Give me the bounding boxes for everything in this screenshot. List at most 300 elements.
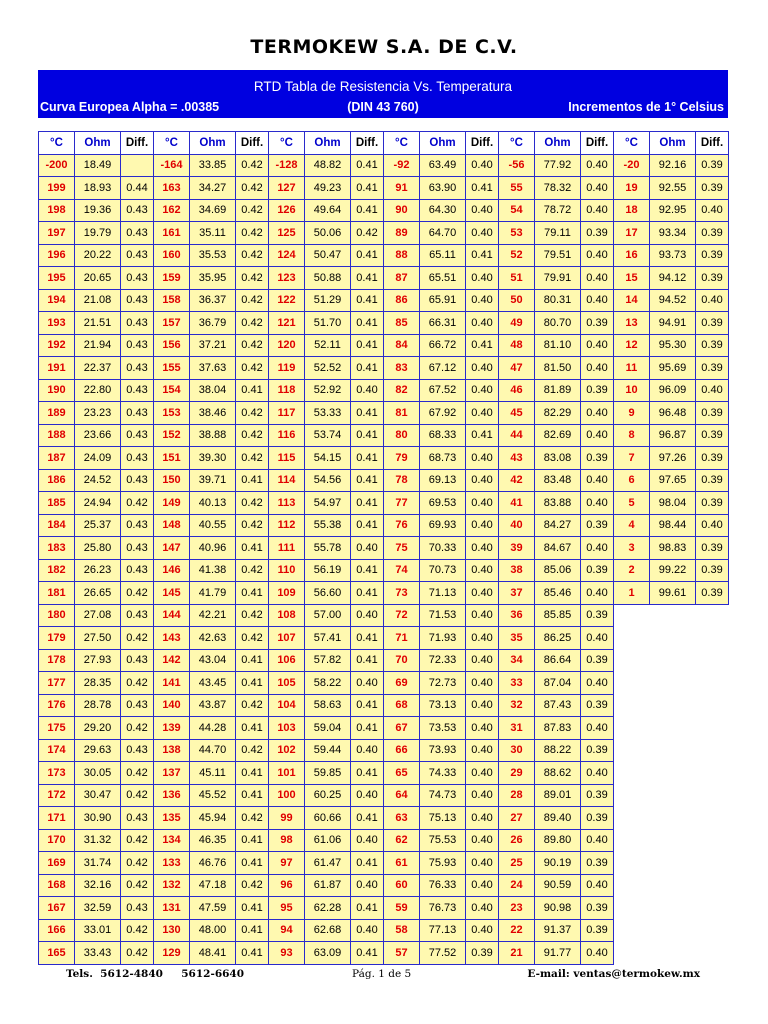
temperature-cell: 62 (384, 829, 420, 852)
phone-numbers: Tels. 5612-4840 5612-6640 (66, 968, 245, 980)
difference-cell: 0.42 (236, 627, 269, 650)
temperature-cell: 2 (614, 559, 650, 582)
empty-cell (650, 874, 696, 897)
difference-cell: 0.42 (351, 222, 384, 245)
temperature-cell: 93 (269, 942, 305, 965)
table-row (39, 289, 729, 312)
empty-cell (696, 649, 729, 672)
difference-cell: 0.40 (581, 942, 614, 965)
temperature-cell: 198 (39, 199, 75, 222)
difference-cell: 0.39 (696, 469, 729, 492)
table-row (39, 514, 729, 537)
resistance-cell: 79.91 (535, 267, 581, 290)
temperature-cell: 104 (269, 694, 305, 717)
resistance-cell: 93.73 (650, 244, 696, 267)
temperature-cell: 126 (269, 199, 305, 222)
table-row (39, 424, 729, 447)
difference-cell: 0.41 (351, 582, 384, 605)
temperature-cell: 179 (39, 627, 75, 650)
temperature-cell: 186 (39, 469, 75, 492)
difference-cell: 0.41 (236, 762, 269, 785)
difference-cell: 0.43 (121, 424, 154, 447)
temperature-cell: 82 (384, 379, 420, 402)
difference-cell: 0.39 (696, 492, 729, 515)
difference-cell: 0.41 (351, 447, 384, 470)
resistance-cell: 95.69 (650, 357, 696, 380)
temperature-cell: 106 (269, 649, 305, 672)
difference-cell: 0.39 (581, 222, 614, 245)
column-header: Ohm (305, 132, 351, 155)
table-row (39, 177, 729, 200)
temperature-cell: 177 (39, 672, 75, 695)
temperature-cell: 150 (154, 469, 190, 492)
difference-cell: 0.41 (236, 582, 269, 605)
temperature-cell: 77 (384, 492, 420, 515)
temperature-cell: 91 (384, 177, 420, 200)
difference-cell: 0.43 (121, 897, 154, 920)
resistance-cell: 43.04 (190, 649, 236, 672)
temperature-cell: 168 (39, 874, 75, 897)
temperature-cell: 29 (499, 762, 535, 785)
table-row (39, 222, 729, 245)
temperature-cell: 9 (614, 402, 650, 425)
difference-cell: 0.41 (351, 649, 384, 672)
difference-cell: 0.41 (466, 334, 499, 357)
empty-cell (614, 784, 650, 807)
difference-cell: 0.40 (351, 604, 384, 627)
resistance-cell: 98.83 (650, 537, 696, 560)
temperature-cell: 5 (614, 492, 650, 515)
temperature-cell: 26 (499, 829, 535, 852)
resistance-cell: 82.69 (535, 424, 581, 447)
resistance-cell: 58.22 (305, 672, 351, 695)
difference-cell: 0.40 (581, 199, 614, 222)
resistance-cell: 42.21 (190, 604, 236, 627)
resistance-cell: 76.73 (420, 897, 466, 920)
standard-label: (DIN 43 760) (347, 100, 419, 114)
temperature-cell: 68 (384, 694, 420, 717)
table-row (39, 312, 729, 335)
empty-cell (650, 852, 696, 875)
resistance-cell: 65.91 (420, 289, 466, 312)
resistance-cell: 83.88 (535, 492, 581, 515)
resistance-cell: 66.31 (420, 312, 466, 335)
resistance-cell: 29.63 (75, 739, 121, 762)
difference-cell: 0.39 (581, 852, 614, 875)
resistance-cell: 24.94 (75, 492, 121, 515)
column-header: °C (384, 132, 420, 155)
resistance-cell: 47.18 (190, 874, 236, 897)
difference-cell: 0.42 (236, 177, 269, 200)
difference-cell: 0.40 (466, 762, 499, 785)
difference-cell: 0.40 (466, 289, 499, 312)
temperature-cell: 48 (499, 334, 535, 357)
resistance-cell: 73.53 (420, 717, 466, 740)
resistance-cell: 80.70 (535, 312, 581, 335)
temperature-cell: 109 (269, 582, 305, 605)
resistance-cell: 65.11 (420, 244, 466, 267)
temperature-cell: 78 (384, 469, 420, 492)
resistance-cell: 67.92 (420, 402, 466, 425)
difference-cell: 0.41 (466, 424, 499, 447)
temperature-cell: 79 (384, 447, 420, 470)
temperature-cell: 130 (154, 919, 190, 942)
temperature-cell: 125 (269, 222, 305, 245)
temperature-cell: 28 (499, 784, 535, 807)
resistance-cell: 69.93 (420, 514, 466, 537)
temperature-cell: 119 (269, 357, 305, 380)
resistance-cell: 76.33 (420, 874, 466, 897)
resistance-cell: 96.09 (650, 379, 696, 402)
table-row (39, 942, 729, 965)
temperature-cell: 27 (499, 807, 535, 830)
resistance-cell: 92.55 (650, 177, 696, 200)
resistance-cell: 38.04 (190, 379, 236, 402)
resistance-cell: 35.53 (190, 244, 236, 267)
resistance-cell: 54.15 (305, 447, 351, 470)
temperature-cell: 38 (499, 559, 535, 582)
table-row (39, 357, 729, 380)
resistance-cell: 85.85 (535, 604, 581, 627)
difference-cell: 0.43 (121, 604, 154, 627)
resistance-cell: 77.13 (420, 919, 466, 942)
temperature-cell: 59 (384, 897, 420, 920)
temperature-cell: 54 (499, 199, 535, 222)
difference-cell: 0.40 (466, 559, 499, 582)
temperature-cell: 67 (384, 717, 420, 740)
temperature-cell: 10 (614, 379, 650, 402)
temperature-cell: 15 (614, 267, 650, 290)
difference-cell: 0.39 (696, 267, 729, 290)
difference-cell: 0.43 (121, 694, 154, 717)
temperature-cell: 188 (39, 424, 75, 447)
resistance-cell: 91.37 (535, 919, 581, 942)
column-header: Ohm (190, 132, 236, 155)
temperature-cell: 124 (269, 244, 305, 267)
resistance-cell: 27.08 (75, 604, 121, 627)
difference-cell: 0.40 (581, 402, 614, 425)
temperature-cell: 170 (39, 829, 75, 852)
resistance-cell: 34.69 (190, 199, 236, 222)
difference-cell: 0.42 (236, 694, 269, 717)
difference-cell: 0.39 (696, 402, 729, 425)
resistance-cell: 91.77 (535, 942, 581, 965)
temperature-cell: 115 (269, 447, 305, 470)
resistance-cell: 54.56 (305, 469, 351, 492)
temperature-cell: 182 (39, 559, 75, 582)
difference-cell: 0.41 (351, 402, 384, 425)
difference-cell: 0.43 (121, 739, 154, 762)
resistance-cell: 21.94 (75, 334, 121, 357)
difference-cell: 0.41 (351, 807, 384, 830)
resistance-cell: 23.66 (75, 424, 121, 447)
temperature-cell: 100 (269, 784, 305, 807)
difference-cell: 0.42 (236, 357, 269, 380)
company-name: TERMOKEW S.A. DE C.V. (250, 36, 518, 58)
table-row (39, 627, 729, 650)
resistance-cell: 25.37 (75, 514, 121, 537)
resistance-cell: 53.74 (305, 424, 351, 447)
table-row (39, 672, 729, 695)
resistance-cell: 74.33 (420, 762, 466, 785)
difference-cell: 0.40 (466, 379, 499, 402)
resistance-cell: 30.05 (75, 762, 121, 785)
temperature-cell: 139 (154, 717, 190, 740)
difference-cell: 0.43 (121, 379, 154, 402)
difference-cell: 0.40 (581, 672, 614, 695)
resistance-cell: 52.92 (305, 379, 351, 402)
table-row (39, 874, 729, 897)
resistance-cell: 83.08 (535, 447, 581, 470)
difference-cell: 0.42 (236, 154, 269, 177)
temperature-cell: 131 (154, 897, 190, 920)
temperature-cell: 112 (269, 514, 305, 537)
temperature-cell: 116 (269, 424, 305, 447)
resistance-cell: 44.70 (190, 739, 236, 762)
empty-cell (696, 627, 729, 650)
resistance-cell: 63.49 (420, 154, 466, 177)
temperature-cell: 34 (499, 649, 535, 672)
table-row (39, 492, 729, 515)
difference-cell: 0.42 (121, 852, 154, 875)
table-title: RTD Tabla de Resistencia Vs. Temperatura (253, 79, 513, 94)
difference-cell: 0.43 (121, 537, 154, 560)
difference-cell: 0.39 (581, 447, 614, 470)
difference-cell: 0.43 (121, 807, 154, 830)
temperature-cell: 35 (499, 627, 535, 650)
difference-cell: 0.40 (466, 514, 499, 537)
resistance-cell: 28.78 (75, 694, 121, 717)
difference-cell: 0.41 (236, 829, 269, 852)
resistance-cell: 67.12 (420, 357, 466, 380)
resistance-cell: 47.59 (190, 897, 236, 920)
difference-cell: 0.40 (581, 289, 614, 312)
temperature-cell: 167 (39, 897, 75, 920)
table-row (39, 334, 729, 357)
resistance-cell: 51.70 (305, 312, 351, 335)
difference-cell: 0.42 (236, 222, 269, 245)
temperature-cell: 173 (39, 762, 75, 785)
resistance-cell: 80.31 (535, 289, 581, 312)
table-row (39, 739, 729, 762)
resistance-cell: 25.80 (75, 537, 121, 560)
resistance-cell: 32.16 (75, 874, 121, 897)
temperature-cell: 152 (154, 424, 190, 447)
difference-cell: 0.41 (351, 717, 384, 740)
difference-cell: 0.39 (466, 942, 499, 965)
temperature-cell: 161 (154, 222, 190, 245)
resistance-cell: 78.32 (535, 177, 581, 200)
curve-label: Curva Europea Alpha = .00385 (40, 100, 220, 114)
column-header: Diff. (581, 132, 614, 155)
table-row (39, 199, 729, 222)
resistance-cell: 57.41 (305, 627, 351, 650)
temperature-cell: 47 (499, 357, 535, 380)
temperature-cell: 157 (154, 312, 190, 335)
difference-cell: 0.40 (581, 582, 614, 605)
resistance-cell: 69.13 (420, 469, 466, 492)
resistance-cell: 61.87 (305, 874, 351, 897)
table-row (39, 807, 729, 830)
temperature-cell: -128 (269, 154, 305, 177)
empty-cell (614, 852, 650, 875)
resistance-cell: 60.25 (305, 784, 351, 807)
temperature-cell: 30 (499, 739, 535, 762)
temperature-cell: 22 (499, 919, 535, 942)
resistance-cell: 31.74 (75, 852, 121, 875)
difference-cell: 0.40 (581, 469, 614, 492)
temperature-cell: 87 (384, 267, 420, 290)
difference-cell: 0.42 (236, 874, 269, 897)
empty-cell (696, 717, 729, 740)
difference-cell: 0.40 (466, 919, 499, 942)
temperature-cell: 127 (269, 177, 305, 200)
difference-cell: 0.42 (236, 289, 269, 312)
resistance-cell: 42.63 (190, 627, 236, 650)
table-row (39, 897, 729, 920)
temperature-cell: 107 (269, 627, 305, 650)
resistance-cell: 48.41 (190, 942, 236, 965)
temperature-cell: 114 (269, 469, 305, 492)
resistance-cell: 87.83 (535, 717, 581, 740)
resistance-cell: 18.49 (75, 154, 121, 177)
difference-cell: 0.39 (696, 244, 729, 267)
resistance-cell: 72.73 (420, 672, 466, 695)
temperature-cell: 191 (39, 357, 75, 380)
resistance-cell: 68.73 (420, 447, 466, 470)
resistance-cell: 99.61 (650, 582, 696, 605)
resistance-cell: 70.33 (420, 537, 466, 560)
temperature-cell: 14 (614, 289, 650, 312)
difference-cell: 0.40 (581, 267, 614, 290)
temperature-cell: 75 (384, 537, 420, 560)
temperature-cell: 143 (154, 627, 190, 650)
resistance-cell: 52.52 (305, 357, 351, 380)
difference-cell: 0.40 (466, 492, 499, 515)
empty-cell (696, 942, 729, 965)
resistance-cell: 58.63 (305, 694, 351, 717)
resistance-cell: 57.82 (305, 649, 351, 672)
resistance-cell: 24.09 (75, 447, 121, 470)
difference-cell: 0.41 (351, 424, 384, 447)
difference-cell: 0.40 (581, 717, 614, 740)
table-row (39, 762, 729, 785)
temperature-cell: 24 (499, 874, 535, 897)
resistance-cell: 77.92 (535, 154, 581, 177)
difference-cell: 0.41 (351, 289, 384, 312)
difference-cell: 0.40 (581, 244, 614, 267)
resistance-cell: 73.13 (420, 694, 466, 717)
temperature-cell: 64 (384, 784, 420, 807)
resistance-cell: 68.33 (420, 424, 466, 447)
difference-cell: 0.41 (351, 199, 384, 222)
temperature-cell: 85 (384, 312, 420, 335)
difference-cell: 0.42 (236, 739, 269, 762)
resistance-cell: 97.65 (650, 469, 696, 492)
temperature-cell: 120 (269, 334, 305, 357)
difference-cell: 0.40 (581, 762, 614, 785)
empty-cell (614, 649, 650, 672)
empty-cell (614, 717, 650, 740)
difference-cell: 0.42 (236, 514, 269, 537)
temperature-cell: 169 (39, 852, 75, 875)
temperature-cell: 23 (499, 897, 535, 920)
difference-cell: 0.44 (121, 177, 154, 200)
difference-cell: 0.40 (466, 582, 499, 605)
difference-cell: 0.40 (466, 267, 499, 290)
table-row (39, 537, 729, 560)
empty-cell (650, 807, 696, 830)
temperature-cell: 16 (614, 244, 650, 267)
difference-cell: 0.40 (351, 379, 384, 402)
temperature-cell: 39 (499, 537, 535, 560)
empty-cell (650, 829, 696, 852)
resistance-cell: 81.89 (535, 379, 581, 402)
table-row (39, 447, 729, 470)
difference-cell (121, 154, 154, 177)
temperature-cell: 111 (269, 537, 305, 560)
temperature-cell: 25 (499, 852, 535, 875)
difference-cell: 0.39 (696, 334, 729, 357)
resistance-cell: 93.34 (650, 222, 696, 245)
difference-cell: 0.42 (236, 244, 269, 267)
resistance-cell: 22.37 (75, 357, 121, 380)
temperature-cell: 165 (39, 942, 75, 965)
temperature-cell: 162 (154, 199, 190, 222)
resistance-cell: 92.16 (650, 154, 696, 177)
temperature-cell: -92 (384, 154, 420, 177)
resistance-cell: 59.85 (305, 762, 351, 785)
temperature-cell: 70 (384, 649, 420, 672)
resistance-cell: 72.33 (420, 649, 466, 672)
temperature-cell: 187 (39, 447, 75, 470)
difference-cell: 0.41 (351, 177, 384, 200)
table-row (39, 604, 729, 627)
difference-cell: 0.41 (351, 334, 384, 357)
table-row (39, 649, 729, 672)
difference-cell: 0.41 (466, 244, 499, 267)
temperature-cell: 61 (384, 852, 420, 875)
temperature-cell: 1 (614, 582, 650, 605)
resistance-cell: 85.06 (535, 559, 581, 582)
difference-cell: 0.43 (121, 469, 154, 492)
empty-cell (614, 829, 650, 852)
difference-cell: 0.42 (236, 402, 269, 425)
resistance-cell: 63.90 (420, 177, 466, 200)
resistance-cell: 55.38 (305, 514, 351, 537)
resistance-cell: 71.93 (420, 627, 466, 650)
temperature-cell: 140 (154, 694, 190, 717)
resistance-cell: 97.26 (650, 447, 696, 470)
resistance-cell: 75.93 (420, 852, 466, 875)
temperature-cell: 73 (384, 582, 420, 605)
table-header-row (39, 132, 729, 155)
table-row (39, 919, 729, 942)
empty-cell (696, 807, 729, 830)
difference-cell: 0.40 (581, 829, 614, 852)
table-row (39, 559, 729, 582)
temperature-cell: 194 (39, 289, 75, 312)
difference-cell: 0.41 (351, 492, 384, 515)
difference-cell: 0.40 (466, 154, 499, 177)
temperature-cell: 142 (154, 649, 190, 672)
temperature-cell: 51 (499, 267, 535, 290)
difference-cell: 0.41 (351, 357, 384, 380)
column-header: Ohm (650, 132, 696, 155)
temperature-cell: 4 (614, 514, 650, 537)
resistance-cell: 49.23 (305, 177, 351, 200)
temperature-cell: 65 (384, 762, 420, 785)
